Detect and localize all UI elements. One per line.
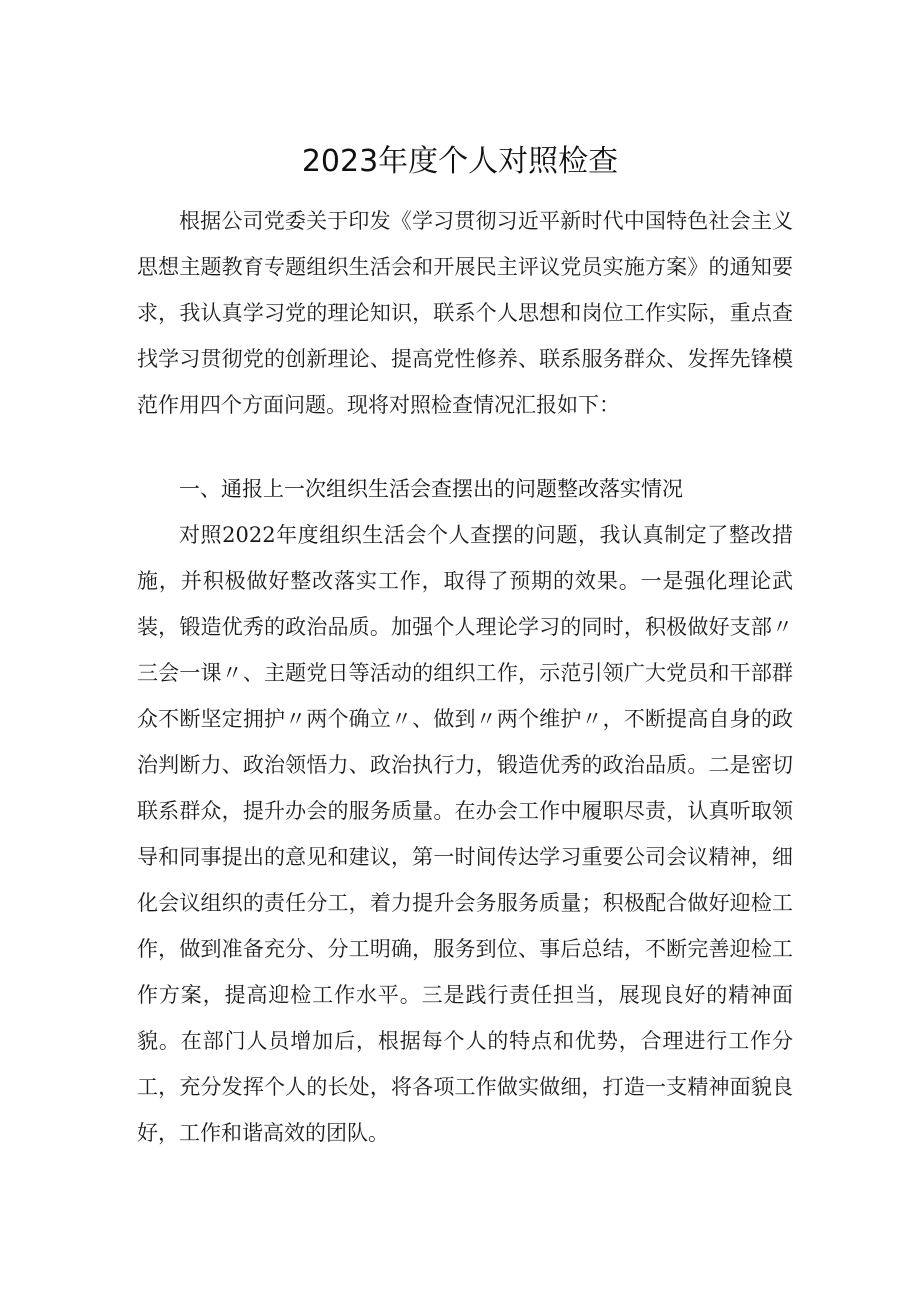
- section-heading-1: 一、通报上一次组织生活会查摆出的问题整改落实情况: [179, 477, 683, 501]
- document-title: 2023年度个人对照检查: [301, 144, 619, 179]
- intro-paragraph: 根据公司党委关于印发《学习贯彻习近平新时代中国特色社会主义思想主题教育专题组织生活会和开展民主评议党员实施方案》的通知要求，我认真学习党的理论知识，联系个人思想和岗位工作实际，重点查找学习贯彻党的创新理论、提高党性修养、联系服务群众、发挥先锋模范作用四个方面问题。现将对照检查情况汇报如下：: [137, 209, 793, 417]
- section-body-1: 对照2022年度组织生活会个人查摆的问题，我认真制定了整改措施，并积极做好整改落实工作，取得了预期的效果。一是强化理论武装，锻造优秀的政治品质。加强个人理论学习的同时，积极做好支部〃三会一课〃、主题党日等活动的组织工作，示范引领广大党员和干部群众不断坚定拥护〃两个确立〃、做到〃两个维护〃，不断提高自身的政治判断力、政治领悟力、政治执行力，锻造优秀的政治品质。二是密切联系群众，提升办会的服务质量。在办会工作中履职尽责，认真听取领导和同事提出的意见和建议，第一时间传达学习重要公司会议精神，细化会议组织的责任分工，着力提升会务服务质量；积极配合做好迎检工作，做到准备充分、分工明确，服务到位、事后总结，不断完善迎检工作方案，提高迎检工作水平。三是践行责任担当，展现良好的精神面貌。在部门人员增加后，根据每个人的特点和优势，合理进行工作分工，充分发挥个人的长处，将各项工作做实做细，打造一支精神面貌良好，工作和谐高效的团队。: [137, 523, 793, 1145]
